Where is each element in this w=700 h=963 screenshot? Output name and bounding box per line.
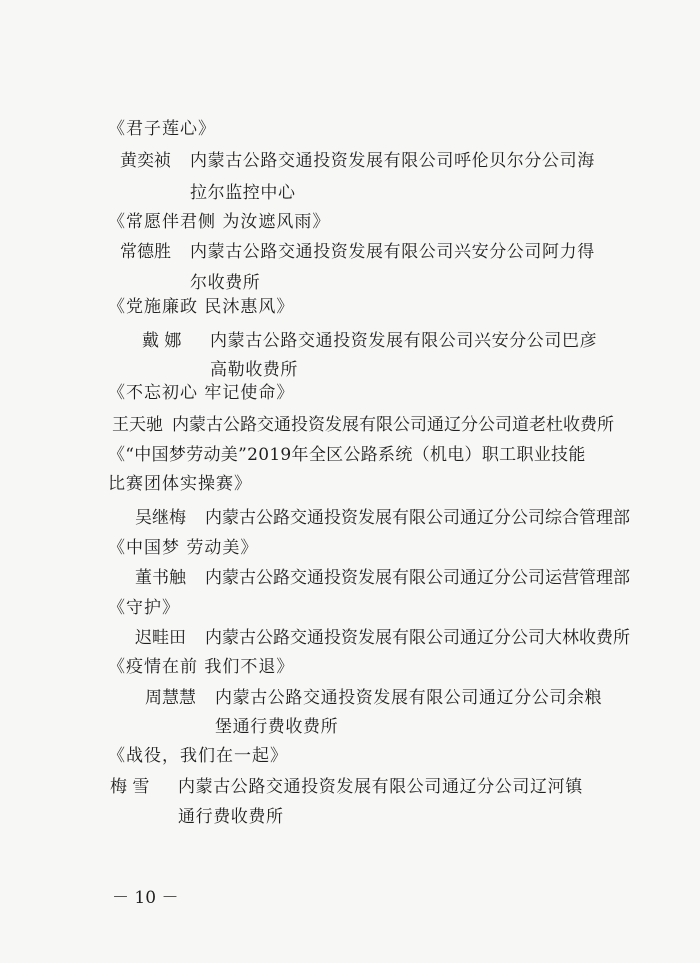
- entry-name: 常德胜: [120, 242, 171, 262]
- entry-title-cont: 比赛团体实操赛》: [108, 474, 252, 494]
- entry-org-cont: 尔收费所: [190, 273, 261, 293]
- entry-org: 内蒙古公路交通投资发展有限公司兴安分公司巴彦: [210, 331, 598, 351]
- entry-title: 《常愿伴君侧 为汝遮风雨》: [108, 212, 331, 232]
- entry-org-cont: 堡通行费收费所: [215, 717, 339, 737]
- entry-title: 《“中国梦劳动美”2019年全区公路系统（机电）职工职业技能: [108, 445, 586, 465]
- entry-org-cont: 高勒收费所: [210, 360, 298, 380]
- entry-org: 内蒙古公路交通投资发展有限公司通辽分公司余粮: [215, 688, 603, 708]
- entry-org-cont: 通行费收费所: [178, 807, 284, 827]
- entry-title: 《党施廉政 民沐惠风》: [108, 297, 295, 317]
- entry-org: 内蒙古公路交通投资发展有限公司通辽分公司运营管理部: [205, 568, 630, 588]
- entry-org-cont: 拉尔监控中心: [190, 183, 296, 203]
- entry-name: 黄奕祯: [120, 151, 171, 171]
- entry-org: 内蒙古公路交通投资发展有限公司通辽分公司辽河镇: [178, 777, 583, 797]
- entry-title: 《不忘初心 牢记使命》: [108, 383, 295, 403]
- entry-name: 董书触: [135, 568, 186, 588]
- entry-name: 吴继梅: [135, 508, 186, 528]
- entry-name: 迟畦田: [135, 628, 186, 648]
- entry-title: 《君子莲心》: [108, 119, 216, 139]
- entry-name: 王天驰: [112, 415, 163, 435]
- entry-title: 《守护》: [108, 598, 180, 618]
- entry-org: 内蒙古公路交通投资发展有限公司通辽分公司综合管理部: [205, 508, 630, 528]
- entry-name: 周慧慧: [145, 688, 196, 708]
- entry-org: 内蒙古公路交通投资发展有限公司呼伦贝尔分公司海: [190, 151, 595, 171]
- entry-org: 内蒙古公路交通投资发展有限公司通辽分公司大林收费所: [205, 628, 630, 648]
- entry-name: 梅 雪: [110, 777, 150, 797]
- entry-org: 内蒙古公路交通投资发展有限公司通辽分公司道老杜收费所: [172, 415, 614, 435]
- entry-title: 《中国梦 劳动美》: [108, 538, 259, 558]
- entry-name: 戴 娜: [142, 331, 182, 351]
- entry-title: 《疫情在前 我们不退》: [108, 657, 295, 677]
- entry-org: 内蒙古公路交通投资发展有限公司兴安分公司阿力得: [190, 242, 595, 262]
- page-number: － 10 －: [112, 888, 179, 908]
- entry-title: 《战役，我们在一起》: [108, 746, 288, 766]
